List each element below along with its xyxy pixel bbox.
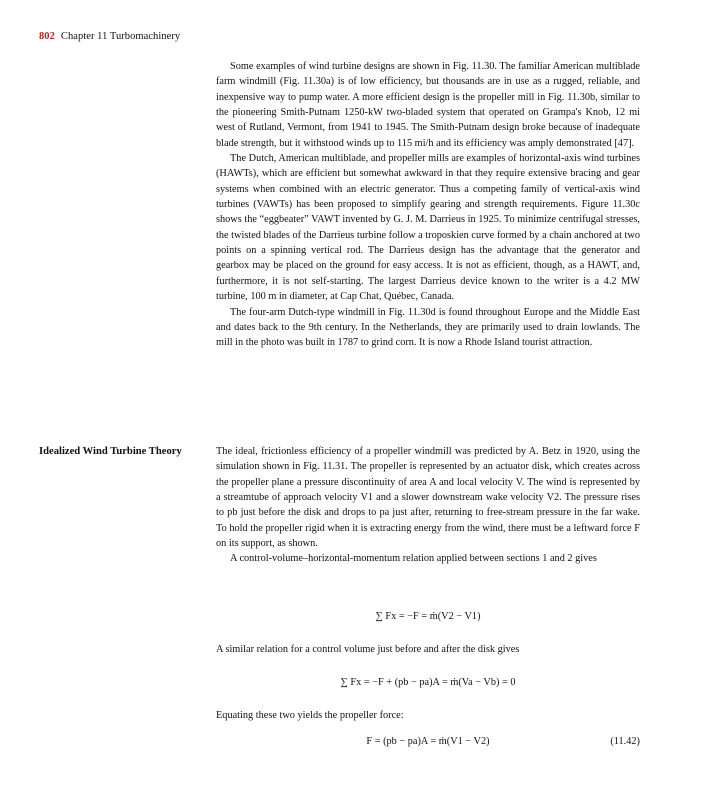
paragraph-wind-turbine-designs: Some examples of wind turbine designs are shown in Fig. 11.30. The familiar American multiblade farm windmill (Fig. 11.30a) is of low efficiency, but thousands are in use as a rugged, reliable, and inexpensive way to pump water. A more efficient design is the propeller mill in Fig. 11.30b, similar to the pioneering Smith-Putnam 1250-kW two-bladed system that operated on Grampa's Knob, 12 mi west of Rutland, Vermont, from 1941 to 1945. The Smith-Putnam design broke because of inadequate blade strength, but it withstood winds up to 115 mi/h and its efficiency was amply demonstrated [47]. bbox=[216, 61, 640, 149]
equation-number: (11.42) bbox=[610, 736, 640, 747]
equation-momentum-disk: ∑ Fx = −F + (pb − pa)A = ṁ(Va − Vb) = 0 bbox=[340, 677, 516, 688]
equation-propeller-force-body: F = (pb − pa)A = ṁ(V1 − V2) bbox=[366, 736, 490, 747]
section-heading: Idealized Wind Turbine Theory bbox=[39, 446, 182, 457]
equation-momentum-streamtube: ∑ Fx = −F = ṁ(V2 − V1) bbox=[375, 611, 481, 622]
paragraph-dutch-windmill: The four-arm Dutch-type windmill in Fig. 11.30d is found throughout Europe and the Middle East and dates back to the 9th century. In the Netherlands, they are primarily used to drain lowlands. The mill in the photo was built in 1787 to grind corn. It is now a Rhode Island tourist attraction. bbox=[216, 306, 640, 349]
theory-text-column bbox=[216, 444, 640, 567]
running-head bbox=[39, 31, 180, 42]
paragraph-hawt-vawt: The Dutch, American multiblade, and propeller mills are examples of horizontal-axis wind turbines (HAWTs), which are efficient but somewhat awkward in that they require extensive bracing and gear systems when combined with an electric generator. Thus a competing family of vertical-axis wind turbines (VAWTs) has been proposed to simplify gearing and strength requirements. Figure 11.30c shows the “eggbeater” VAWT invented by G. J. M. Darrieus in 1925. To minimize centrifugal stresses, the twisted blades of the Darrieus turbine follow a troposkien curve formed by a chain anchored at two points on a spinning vertical rod. The Darrieus design has the advantage that the generator and gearbox may be placed on the ground for easy access. It is not as efficient, though, as a HAWT, and, furthermore, it is not self-starting. The largest Darrieus device known to the writer is a 4.2 MW turbine, 100 m in diameter, at Cap Chat, Québec, Canada. bbox=[216, 153, 640, 303]
page-number: 802 bbox=[39, 31, 55, 42]
equation-propeller-force bbox=[216, 734, 640, 749]
chapter-title: Chapter 11 Turbomachinery bbox=[60, 31, 181, 42]
text-after-equation-1: A similar relation for a control volume just before and after the disk gives bbox=[216, 644, 520, 655]
paragraph-betz-theory: The ideal, frictionless efficiency of a propeller windmill was predicted by A. Betz in 1920, using the simulation shown in Fig. 11.31. The propeller is represented by an actuator disk, which creates across the propeller plane a pressure discontinuity of area A and local velocity V. The wind is represented by a streamtube of approach velocity V1 and a slower downstream wake velocity V2. The pressure rises to pb just before the disk and drops to pa just after, returning to free-stream pressure in the far wake. To hold the propeller rigid when it is extracting energy from the wind, there must be a leftward force F on its support, as shown. bbox=[216, 446, 640, 550]
intro-text-column bbox=[216, 59, 640, 351]
paragraph-control-volume: A control-volume–horizontal-momentum relation applied between sections 1 and 2 gives bbox=[230, 553, 597, 565]
text-after-equation-2: Equating these two yields the propeller force: bbox=[216, 710, 404, 721]
